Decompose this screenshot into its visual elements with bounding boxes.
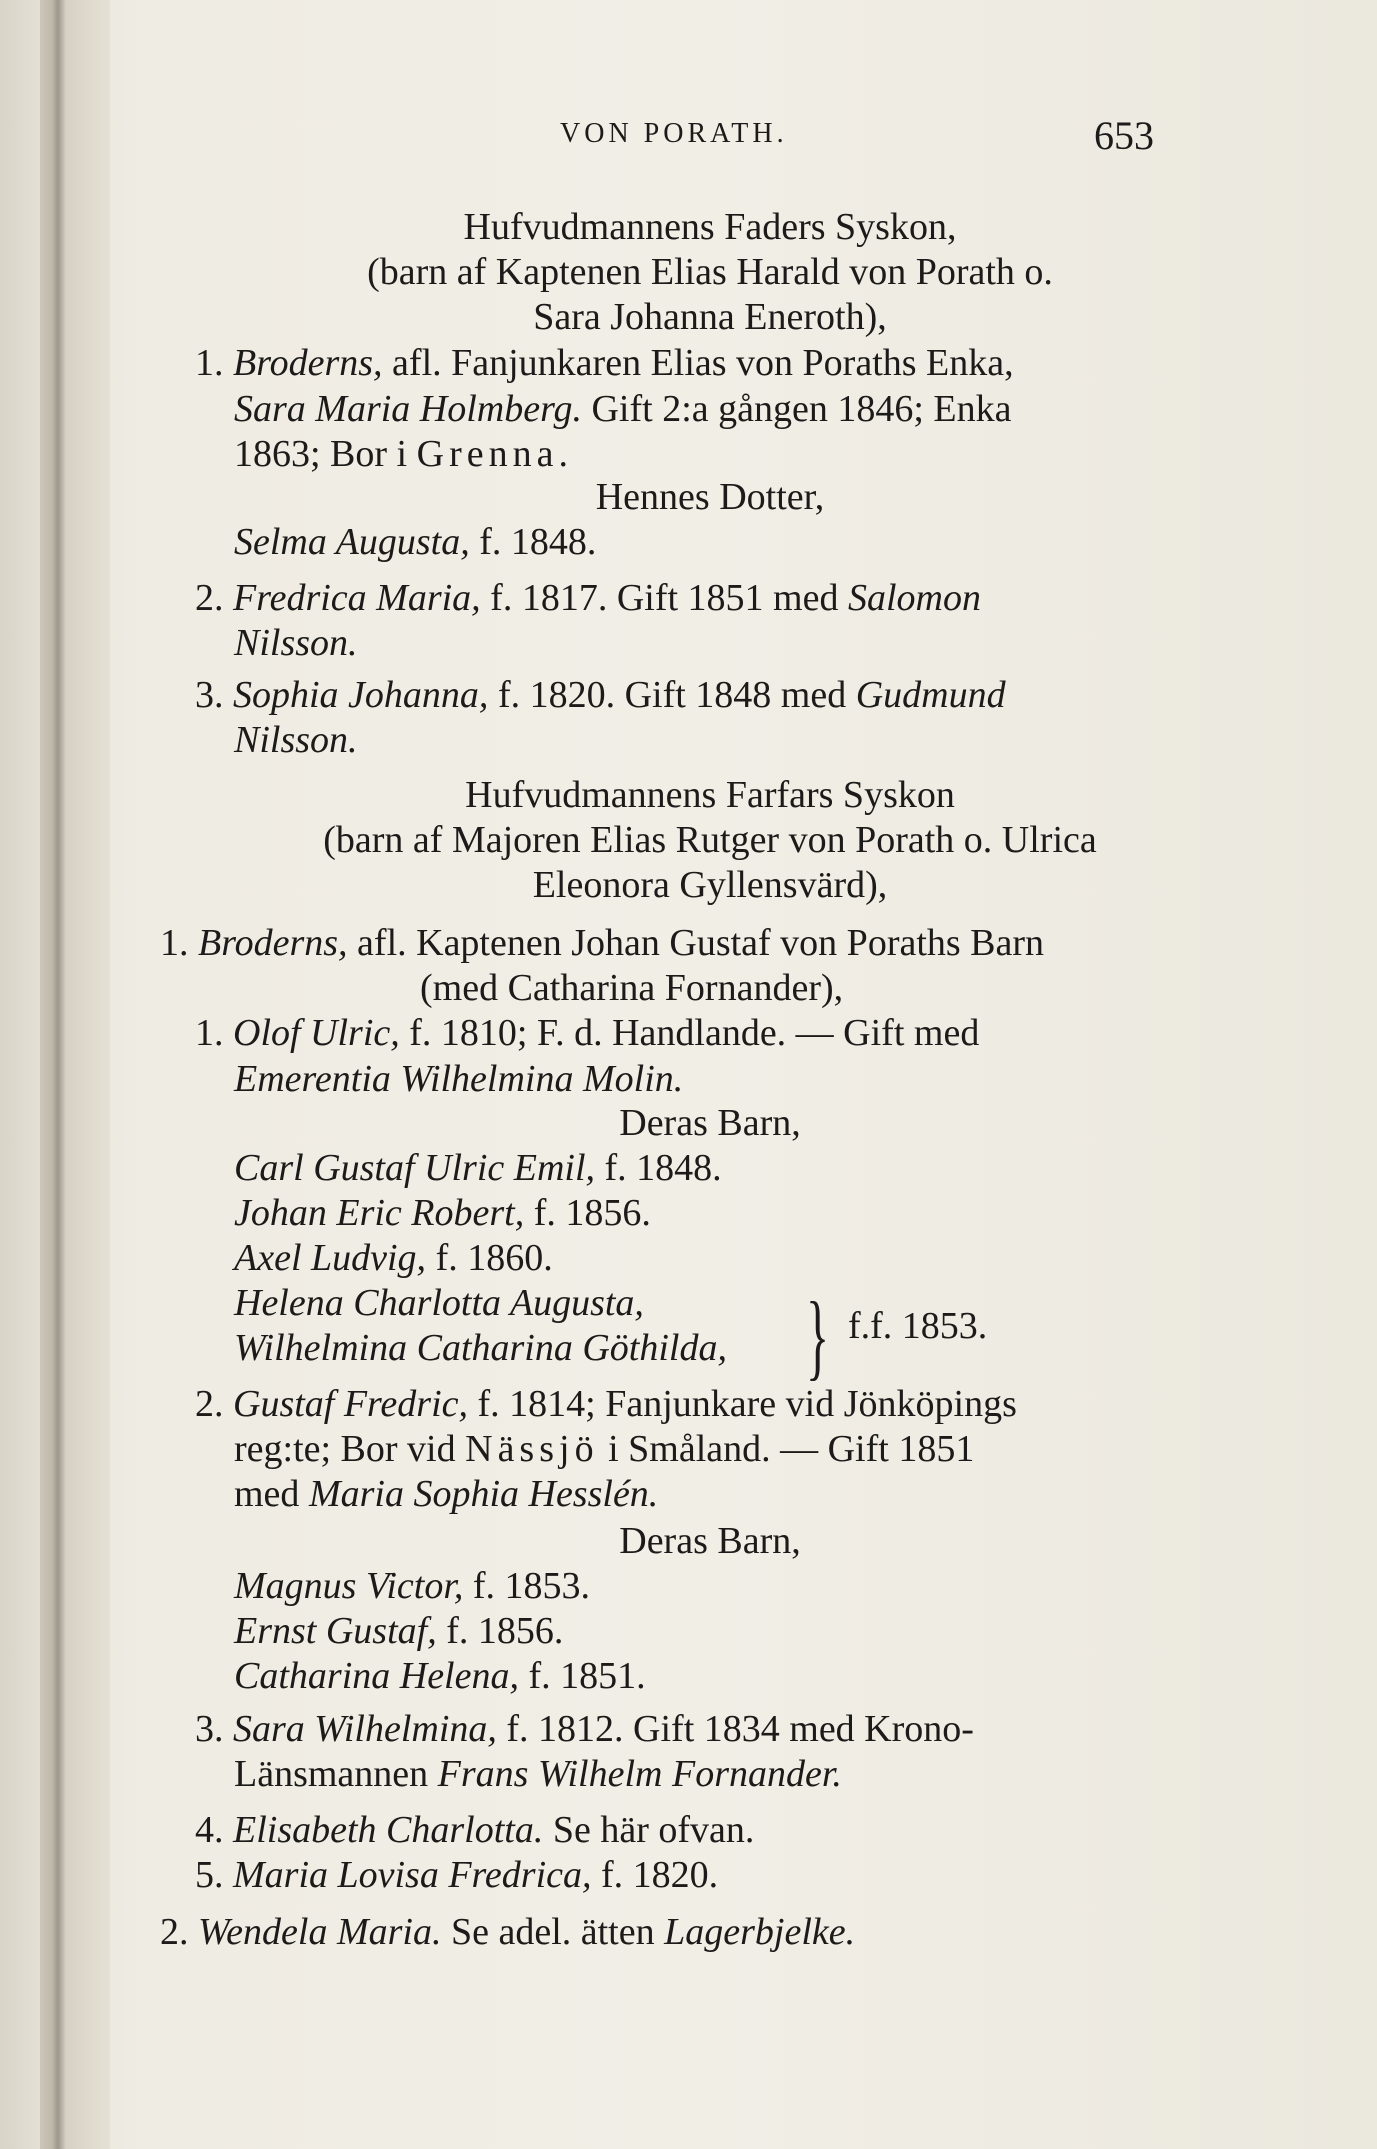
entry-line: med Maria Sophia Hesslén. [234,1473,659,1515]
child-line: Helena Charlotta Augusta, [234,1282,644,1324]
entry-line: 1. Broderns, afl. Kaptenen Johan Gustaf von Poraths Barn [160,922,1045,964]
section-heading: Hufvudmannens Faders Syskon, [463,206,957,248]
section-subheading: Sara Johanna Eneroth), [533,296,887,338]
section-heading: Hufvudmannens Farfars Syskon [465,774,955,816]
entry-line: 5. Maria Lovisa Fredrica, f. 1820. [195,1854,719,1896]
entry-line: 2. Gustaf Fredric, f. 1814; Fanjunkare vid Jönköpings [195,1383,1017,1425]
child-line: Johan Eric Robert, f. 1856. [234,1192,651,1234]
child-line: Axel Ludvig, f. 1860. [234,1237,553,1279]
entry-line: 2. Wendela Maria. Se adel. ätten Lagerbjelke. [160,1911,856,1953]
entry-line: 1. Broderns, afl. Fanjunkaren Elias von Poraths Enka, [195,342,1014,384]
entry-line: 3. Sophia Johanna, f. 1820. Gift 1848 med Gudmund [195,674,1006,716]
entry-line: Nilsson. [234,719,358,761]
subheading-barn: Deras Barn, [619,1102,801,1144]
entry-line: Emerentia Wilhelmina Molin. [234,1058,684,1100]
twins-birth: f.f. 1853. [848,1305,988,1347]
running-head: VON PORATH. [560,118,788,149]
section-subheading: (barn af Majoren Elias Rutger von Porath o. Ulrica [323,819,1097,861]
child-line: Selma Augusta, f. 1848. [234,521,597,563]
brace-icon: } [806,1282,830,1389]
section-subheading: (barn af Kaptenen Elias Harald von Porath o. [367,251,1053,293]
child-line: Ernst Gustaf, f. 1856. [234,1610,564,1652]
entry-line: Länsmannen Frans Wilhelm Fornander. [234,1753,842,1795]
subheading-barn: Deras Barn, [619,1520,801,1562]
section-subheading: Eleonora Gyllensvärd), [532,864,888,906]
entry-line: 3. Sara Wilhelmina, f. 1812. Gift 1834 med Krono- [195,1708,974,1750]
entry-line: (med Catharina Fornander), [420,967,844,1009]
entry-line: 1. Olof Ulric, f. 1810; F. d. Handlande. — Gift med [195,1012,980,1054]
entry-line: 2. Fredrica Maria, f. 1817. Gift 1851 med Salomon [195,577,981,619]
subheading-dotter: Hennes Dotter, [595,476,825,518]
child-line: Magnus Victor, f. 1853. [234,1565,591,1607]
entry-line: 4. Elisabeth Charlotta. Se här ofvan. [195,1809,755,1851]
page-number: 653 [1094,113,1154,158]
entry-line: 1863; Bor i Grenna. [234,433,573,475]
book-gutter [40,0,110,2149]
child-line: Carl Gustaf Ulric Emil, f. 1848. [234,1147,722,1189]
entry-line: reg:te; Bor vid Nässjö i Småland. — Gift 1851 [234,1428,975,1470]
entry-line: Sara Maria Holmberg. Gift 2:a gången 1846; Enka [234,388,1012,430]
child-line: Wilhelmina Catharina Göthilda, [234,1327,727,1369]
child-line: Catharina Helena, f. 1851. [234,1655,646,1697]
entry-line: Nilsson. [234,622,358,664]
